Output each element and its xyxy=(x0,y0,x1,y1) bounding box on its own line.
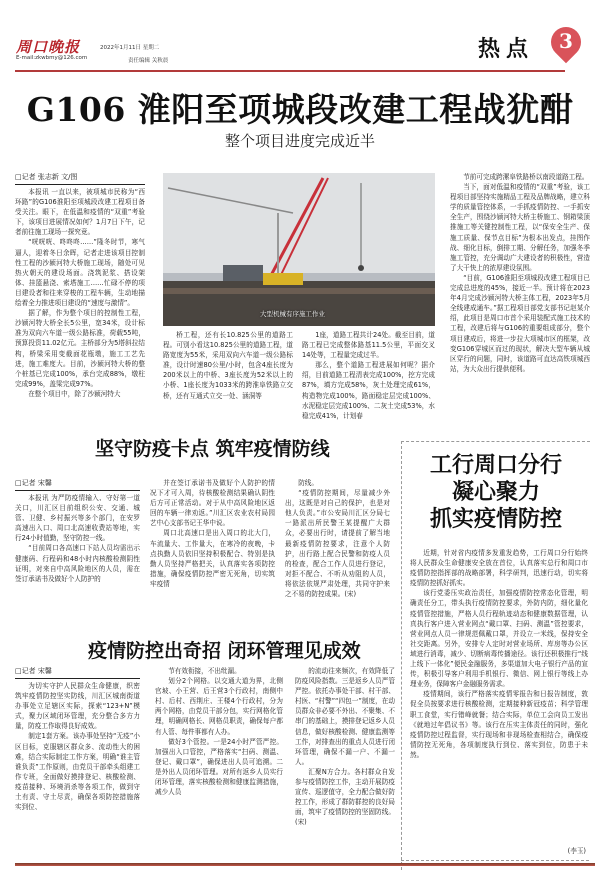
newspaper-logo: 周口晚报 xyxy=(16,38,81,56)
paragraph: 防线。 xyxy=(298,479,318,487)
masthead-email: E-mail:zkwbmy@126.com xyxy=(16,55,88,61)
story2-headline: 坚守防疫卡点 筑牢疫情防线 xyxy=(95,438,330,460)
page-number: 3 xyxy=(559,29,573,53)
paragraph: 桥工程，还有长10.825公里的道路工程。可别小看这10.825公里的道路工程，道路宽度为55米，采用双向六车道一级公路标准，设计时速80公里/小时，包含4座长度为200米以上的中桥、3座长度为52米以上的小桥、1座长度为1033米的跨淮阜铁路立交桥，还有互通式立交一处、涵洞等 xyxy=(163,331,293,400)
photo-caption: 大型机械有序施工作业 xyxy=(260,310,325,318)
story2-column-3 xyxy=(285,478,390,633)
paragraph: “咣咣咣、咚咚咚……”隆冬时节，寒气逼人，迎着冬日余晖，记者走进该项目控制性工程的沙颍河特大桥施工现场，随处可见热火朝天的建设场面。浇筑泥浆、搭设架体、挂篮悬浇、索塔施工……忙碌不停的项目建设者和往来穿梭的工程车辆，生动地描绘着全力推进项目建设的“速度与激情”。 xyxy=(15,238,145,308)
paragraph: 并在签订承诺书及做好个人防护的情况下才可入周，待核酸检测结果确认阴性后方可正常活动。对于从中高风险地区返回的车辆一律劝返。”川汇区农业农村局园艺中心支部书记王华中说。 xyxy=(150,479,275,528)
paragraph: 周口北高速口是出入周口的北大门，车流量大、工作量大，在寒冷的夜晚，卡点执勤人员依旧坚持积极配合、特别是执勤人员坚持严格把关，认真落实各项防控措施，确保疫情防控严密无死角，切实筑牢疫情 xyxy=(150,529,275,588)
story2-column-2 xyxy=(150,478,275,633)
paragraph: 本报讯 为严防疫情输入、守好第一道关口，川汇区目前组织公安、交通、城管、卫健、乡村振兴等多个部门，在安罗高速出入口、周口北高速收费站等地，实行24小时值勤，坚守防控一线。 xyxy=(15,494,140,543)
story3-column-2 xyxy=(155,666,283,861)
footer-rule xyxy=(15,863,595,866)
paragraph: 该行党委压实政治责任，加强疫情防控常态化管理，明确责任分工，带头执行疫情防控要求，外防内防，细化量化疫情管控措施，严格人员行程轨迹动态和健康数据管理，认真执行客户进入营业网点“戴口罩、扫码、测温”管控要求，营业网点人员一律规范佩戴口罩，并设立一米线，保持安全社交距离。另外，安排专人定时对营业场所、库房等办公区域进行消毒，减少、切断病毒传播途径。该行还积极推行“线上线下一体化”便民金融服务，多渠道加大电子银行产品的宣传，积极引导客户利用手机银行、微信、网上银行等线上办理业务，保障客户金融服务需求。 xyxy=(410,589,588,689)
paragraph: “目前周口各高速口下站人员均需出示健康码、行程码和48小时内核酸检测阴性证明，对来自中高风险地区的人员，需在签订承诺书及做好个人防护的 xyxy=(15,544,140,583)
paragraph: 的流动往来频次，有效降低了防疫风险指数。三是返乡人员严管严控。依托办事处干部、村干部、村医、“村警”“四包一”制度，在动员群众非必要不外出、不聚集、不串门的基础上，摸排登记返乡人员信息，做好核酸检测、健康监测等工作，对排查出的重点人员进行闭环管理，确保不漏一户、不漏一人。 xyxy=(295,667,395,766)
lead-byline: □记者 张志新 文/图 xyxy=(15,172,145,185)
lead-column-4 xyxy=(450,172,590,423)
story3-column-1 xyxy=(15,681,140,861)
sidebar-credit: (李玉) xyxy=(567,847,586,855)
paragraph: 疫情期间，该行严格落实疫情零报告和日报告制度，敦促全员按要求进行核酸检测，定期接种新冠疫苗；科学管理职工食堂，实行错峰就餐；结合实际，单位工会向员工发出《就地过年倡议书》等。该行在压实主体责任的同时，强化疫情防控过程监督，实行现场和非现场检查相结合，确保疫情防控无死角，各项制度执行到位、落实到位，防患于未然。 xyxy=(410,690,588,759)
paragraph: 1座，道路工程共计24处。截至目前，道路工程已完成整体路基11.5公里，平面交叉14处等，工程量完成过半。 xyxy=(302,331,435,360)
lead-headline: G106 淮阳至项城段改建工程战犹酣 xyxy=(26,90,574,129)
responsible-editor: 责任编辑 关秋晨 xyxy=(128,58,169,64)
paragraph: 汇聚N方合力。各村群众自发参与疫情防控工作，主动开展防疫宣传、巡逻值守，全力配合做好防控工作，形成了群防群控的良好局面，筑牢了疫情防控的坚固防线。(宋) xyxy=(295,767,395,827)
paragraph: “疫情防控期间，尽量减少外出，这既是对自己的保护，也是对他人负责。”市公安局川汇区分局七一路派出所民警王某提醒广大群众，必要出行时，请提前了解当地最新疫情防控要求，注意个人防护，出行路上配合民警和防疫人员的检查，配合工作人员进行登记，对拒不配合、不听从劝阻的人员，将依法依规严肃处理，共同守护来之不易的防控成果。(宋) xyxy=(285,489,390,599)
paragraph: 本报讯 一直以来，被项城市民称为“西环路”的G106淮阳至项城段改建工程项目备受关注。眼下，在低温和疫情的“双重”考验下，该项目进展情况如何？1月7日下午，记者前往施工现场一探究竟。 xyxy=(15,188,145,237)
construction-photo xyxy=(163,173,435,326)
lead-column-2 xyxy=(163,330,293,423)
paragraph: 据了解，作为整个项目的控制性工程，沙颍河特大桥全长5公里，宽34米，设计标准为双向六车道一级公路标准，荷载55吨，预算投资11.02亿元。主桥部分为5塔斜拉结构，桥梁采用变截面花瓶墩，施工工艺先进，施工难度大。目前，沙颍河特大桥的整个桩基已完成100%，承台完成88%，墩柱完成99%，盖梁完成97%。 xyxy=(15,309,145,388)
sidebar-title-line: 工行周口分行 xyxy=(429,453,562,478)
paragraph: 那么，整个道路工程进展如何呢？据介绍，目前道路工程清表完成100%，挖方完成87%，填方完成58%，灰土处理完成61%，构造物完成100%，路面稳定层完成100%、水泥稳定层完成100%、二灰土完成53%，水稳完成41%，计划春 xyxy=(302,361,435,420)
sidebar-bottom-border xyxy=(401,860,589,861)
story2-column-1 xyxy=(15,493,140,633)
bridge-crane-image xyxy=(163,173,435,326)
story3-headline: 疫情防控出奇招 闭环管理见成效 xyxy=(88,640,361,662)
paragraph: 当下，面对低温和疫情的“双重”考验，该工程项目部坚持实施精品工程及品牌战略，建立科学的质量管控体系，一手抓疫情防控、一手抓安全生产，围绕沙颍河特大桥主桥施工、钢箱梁顶推施工等关键控制性工程，以“保安全生产、保施工质量、保节点目标”为根本出发点，挂图作战、细化目标，倒排工期、分解任务，加强冬季施工管控，充分调动广大建设者的积极性，营造了大干快上的浓厚建设氛围。 xyxy=(450,183,590,272)
sidebar-body xyxy=(410,548,588,844)
section-name: 热点 xyxy=(478,36,535,62)
sidebar-title xyxy=(402,452,590,533)
paragraph: 划分2个网格。以交通大道为界，北侧官坡、小王营、后王营3个行政村，南侧中村、后村、西荆庄、王楼4个行政村，分为两个网格，由党员干部分包，实行网格化管理，明确网格长、网格员职责，确保每户都有人管、每件事都有人办。 xyxy=(155,677,283,736)
paragraph: 节前可完成跨漯阜铁路桥以南段道路工程。 xyxy=(463,173,589,181)
lead-column-1 xyxy=(15,187,145,423)
lead-subheadline: 整个项目进度完成近半 xyxy=(224,132,375,150)
story2-byline: □记者 宋馨 xyxy=(15,478,140,491)
header-rule xyxy=(15,70,565,72)
sidebar-title-line: 抓实疫情防控 xyxy=(429,507,562,532)
paragraph: “目前，G106淮阳至项城段改建工程项目已完成总进度的45%，接近一半。预计将在2023年4月完成沙颍河特大桥主体工程，2023年5月全线建成通车。”据工程项目部党支部书记赵某介绍，此项目是周口市首个采用装配式施工技术的工程，改建后将与G106的重要组成部分，整个项目建成后，将进一步拉大项城市区的框架，改变G106穿城区而过的现状，解决大型车辆从城区穿行的问题，同时，该道路可直达高铁项城西站，为大众出行提供便利。 xyxy=(450,273,590,373)
paragraph: 近期，针对省内疫情多发重发趋势，工行周口分行始终将人民群众生命健康安全放在首位，认真落实总行和周口市疫情防控指挥部的战略部署，科学研判，迅速行动，切实将疫情防控抓好抓实。 xyxy=(410,549,588,588)
issue-date: 2022年1月11日 星期二 xyxy=(100,45,160,51)
paragraph: 制定1套方案。该办事处坚持“无疫”小区目标，克服辖区群众多、流动性大的困难，结合实际制定工作方案，明确“谁主管谁负责”工作原则，由党员干部牵头组建工作专班，全面做好摸排登记、核酸检测、疫苗接种、环境消杀等各项工作，做到守土有责、守土尽责，确保各项防控措施落实到位、 xyxy=(15,732,140,812)
sidebar-title-line: 凝心聚力 xyxy=(451,480,540,505)
story3-byline: □记者 宋馨 xyxy=(15,666,140,679)
paragraph: 做好3个管控。一是24小时严管严控。加强出入口管控，严格落实“扫码、测温、登记、戴口罩”，确保进出人员可追溯。二是外出人员闭环管理。对所有返乡人员实行闭环管理，落实核酸检测和健康监测措施，减少人员 xyxy=(155,737,283,797)
paragraph: 为切实守护人民群众生命健康，织密筑牢疫情防控坚实防线，川汇区城南街道办事处立足辖区实际，探索“123+N”模式，聚力区域闭环管理，充分整合多方力量，防疫工作取得良好成效。 xyxy=(15,682,140,731)
lead-column-3 xyxy=(302,330,435,423)
story3-column-3 xyxy=(295,666,395,861)
paragraph: 在整个项目中，除了沙颍河特大 xyxy=(28,389,121,398)
paragraph: 节有效衔接，不出纰漏。 xyxy=(168,667,241,675)
